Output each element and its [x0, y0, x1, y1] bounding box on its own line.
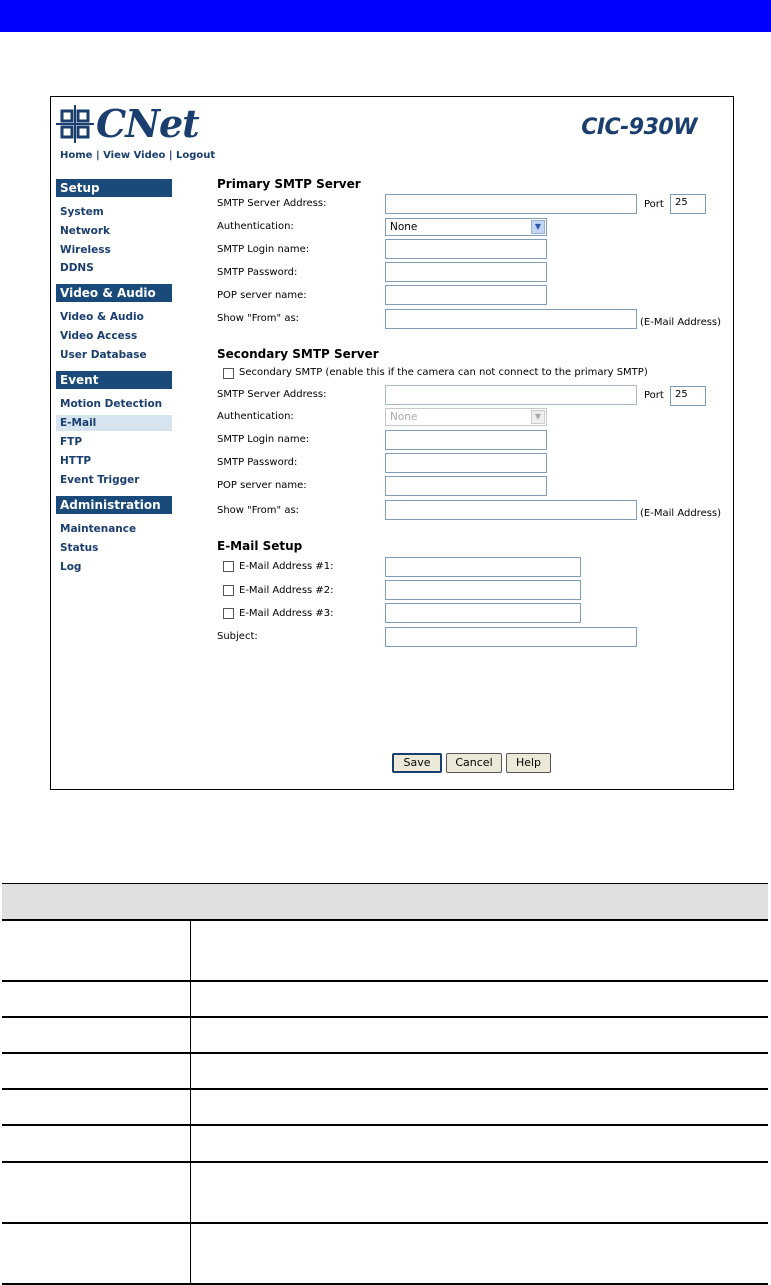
secondary-login-input[interactable]: [385, 430, 547, 450]
nav-item-motion-detection[interactable]: Motion Detection: [60, 398, 163, 410]
help-button[interactable]: Help: [506, 753, 551, 773]
nav-header-event: Event: [56, 371, 172, 389]
table-cell: [191, 1223, 769, 1284]
nav-item-maintenance[interactable]: Maintenance: [60, 523, 137, 535]
nav-item-event-trigger[interactable]: Event Trigger: [60, 474, 140, 486]
primary-login-input[interactable]: [385, 239, 547, 259]
cnet-logo-mark-icon: [56, 105, 96, 145]
table-cell: [2, 1162, 191, 1223]
secondary-auth-value: None: [390, 411, 418, 423]
secondary-enable-label: Secondary SMTP (enable this if the camera can not connect to the primary SMTP): [239, 367, 648, 378]
nav-item-ddns[interactable]: DDNS: [60, 262, 94, 274]
nav-item-video-access[interactable]: Video Access: [60, 330, 138, 342]
secondary-auth-select[interactable]: [385, 408, 547, 426]
logout-link[interactable]: Logout: [176, 150, 216, 161]
chevron-down-icon: ▼: [531, 410, 545, 424]
secondary-port-label: Port: [644, 390, 664, 401]
table-row: [2, 1223, 768, 1284]
email-address-3-checkbox[interactable]: [223, 608, 234, 619]
table-row: [2, 1053, 768, 1089]
cancel-button[interactable]: Cancel: [446, 753, 502, 773]
primary-server-label: SMTP Server Address:: [217, 198, 327, 209]
cnet-logo: [56, 101, 199, 146]
table-cell: [2, 1017, 191, 1053]
nav-item-http[interactable]: HTTP: [60, 455, 92, 467]
secondary-from-input[interactable]: [385, 500, 637, 520]
nav-item-ftp[interactable]: FTP: [60, 436, 83, 448]
description-table: [2, 883, 768, 1285]
table-cell: [191, 1125, 769, 1162]
table-cell: [2, 1223, 191, 1284]
primary-password-input[interactable]: [385, 262, 547, 282]
camera-web-ui-screenshot: [50, 96, 734, 790]
table-cell: [2, 1089, 191, 1125]
top-links: [60, 150, 215, 161]
primary-from-input[interactable]: [385, 309, 637, 329]
table-cell: [2, 1125, 191, 1162]
document-top-bar: [0, 0, 771, 32]
nav-item-wireless[interactable]: Wireless: [60, 244, 111, 256]
secondary-port-input[interactable]: 25: [670, 386, 706, 406]
secondary-pop-label: POP server name:: [217, 480, 307, 491]
secondary-server-input[interactable]: [385, 385, 637, 405]
table-cell: [191, 1017, 769, 1053]
secondary-server-label: SMTP Server Address:: [217, 389, 327, 400]
primary-from-suffix: (E-Mail Address): [640, 317, 722, 328]
nav-item-user-database[interactable]: User Database: [60, 349, 147, 361]
nav-header-setup: Setup: [56, 179, 172, 197]
table-cell: [191, 1089, 769, 1125]
primary-pop-label: POP server name:: [217, 290, 307, 301]
primary-pop-input[interactable]: [385, 285, 547, 305]
table-header-cell: [2, 884, 768, 921]
email-address-3-input[interactable]: [385, 603, 581, 623]
table-cell: [191, 981, 769, 1017]
email-setup-title: E-Mail Setup: [217, 539, 303, 553]
primary-password-label: SMTP Password:: [217, 267, 298, 278]
table-row: [2, 1125, 768, 1162]
table-row: [2, 1089, 768, 1125]
primary-auth-value: None: [390, 221, 418, 233]
primary-port-label: Port: [644, 199, 664, 210]
email-address-1-checkbox[interactable]: [223, 561, 234, 572]
logo-wordmark: CNet: [96, 101, 199, 146]
secondary-pop-input[interactable]: [385, 476, 547, 496]
link-separator: |: [168, 150, 173, 161]
nav-item-status[interactable]: Status: [60, 542, 99, 554]
link-separator: |: [95, 150, 100, 161]
email-address-2-checkbox[interactable]: [223, 585, 234, 596]
primary-port-input[interactable]: 25: [670, 194, 706, 214]
nav-item-system[interactable]: System: [60, 206, 104, 218]
nav-item-video-audio[interactable]: Video & Audio: [60, 311, 144, 323]
secondary-password-input[interactable]: [385, 453, 547, 473]
table-cell: [191, 1162, 769, 1223]
table-row: [2, 981, 768, 1017]
secondary-smtp-title: Secondary SMTP Server: [217, 347, 379, 361]
nav-item-email[interactable]: E-Mail: [56, 415, 172, 431]
secondary-from-label: Show "From" as:: [217, 505, 300, 516]
subject-label: Subject:: [217, 631, 258, 642]
primary-auth-label: Authentication:: [217, 221, 294, 232]
secondary-login-label: SMTP Login name:: [217, 434, 310, 445]
primary-auth-select[interactable]: [385, 218, 547, 236]
table-cell: [2, 920, 191, 981]
email-address-1-label: E-Mail Address #1:: [239, 561, 334, 572]
email-address-2-input[interactable]: [385, 580, 581, 600]
primary-login-label: SMTP Login name:: [217, 244, 310, 255]
subject-input[interactable]: [385, 627, 637, 647]
secondary-from-suffix: (E-Mail Address): [640, 508, 722, 519]
view-video-link[interactable]: View Video: [103, 150, 166, 161]
secondary-auth-label: Authentication:: [217, 411, 294, 422]
email-address-2-label: E-Mail Address #2:: [239, 585, 334, 596]
save-button[interactable]: Save: [392, 753, 442, 773]
table-cell: [2, 1053, 191, 1089]
table-cell: [191, 1053, 769, 1089]
secondary-password-label: SMTP Password:: [217, 457, 298, 468]
table-row: [2, 1017, 768, 1053]
nav-item-log[interactable]: Log: [60, 561, 82, 573]
email-address-3-label: E-Mail Address #3:: [239, 608, 334, 619]
table-row: [2, 920, 768, 981]
secondary-enable-checkbox[interactable]: [223, 368, 234, 379]
home-link[interactable]: Home: [60, 150, 93, 161]
table-header-row: [2, 884, 768, 921]
table-row: [2, 1162, 768, 1223]
table-cell: [2, 981, 191, 1017]
primary-from-label: Show "From" as:: [217, 313, 300, 324]
email-address-1-input[interactable]: [385, 557, 581, 577]
nav-item-network[interactable]: Network: [60, 225, 111, 237]
chevron-down-icon: ▼: [531, 220, 545, 234]
primary-server-input[interactable]: [385, 194, 637, 214]
primary-smtp-title: Primary SMTP Server: [217, 177, 361, 191]
nav-header-video-audio: Video & Audio: [56, 284, 172, 302]
model-name: CIC-930W: [581, 115, 697, 140]
table-cell: [191, 920, 769, 981]
nav-header-administration: Administration: [56, 496, 172, 514]
